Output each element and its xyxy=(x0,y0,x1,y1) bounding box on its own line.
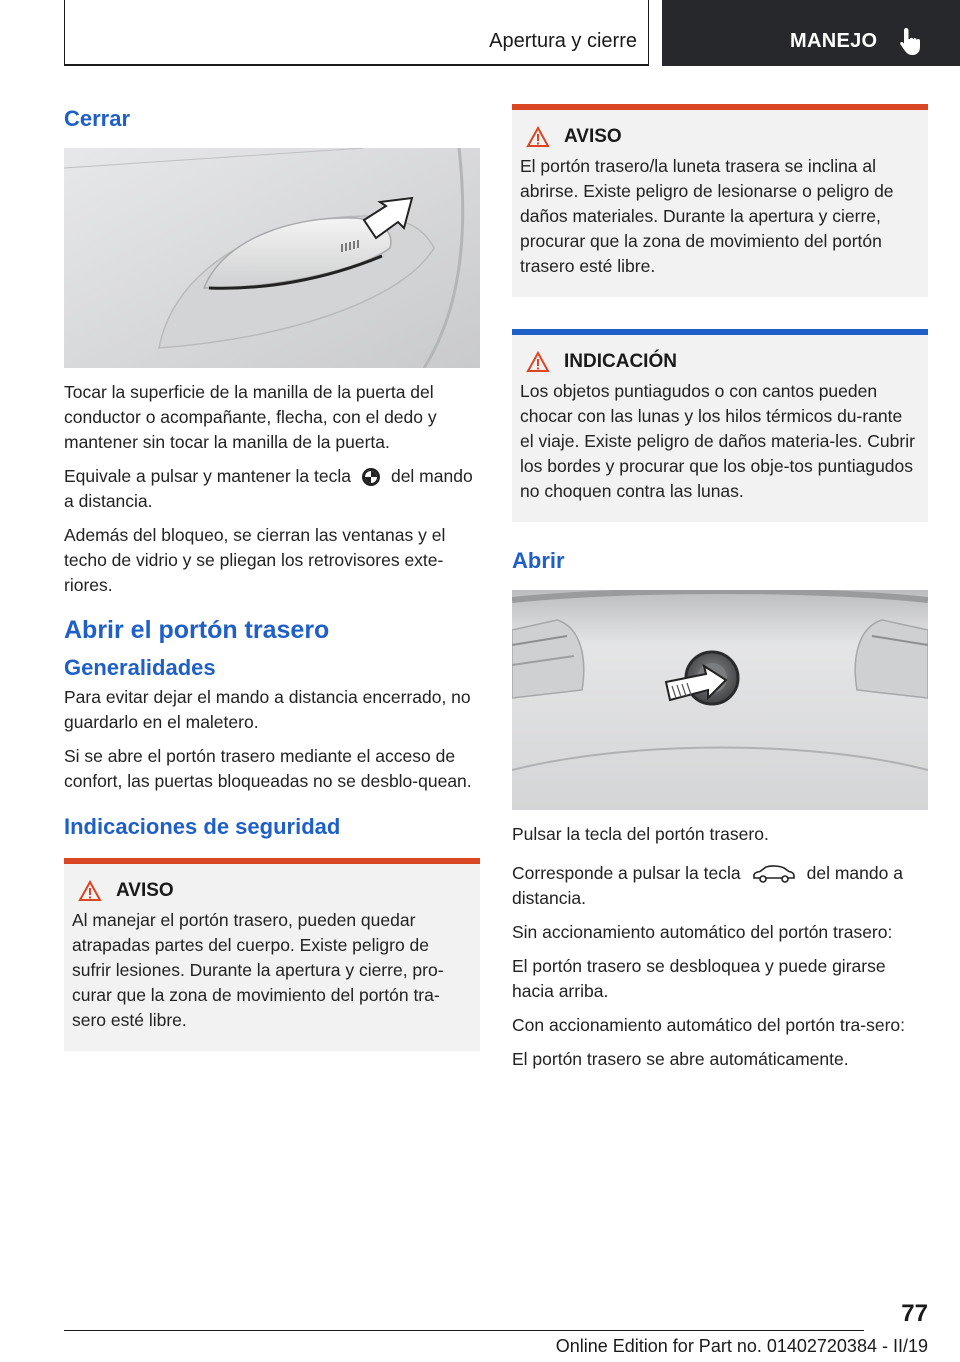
heading-seguridad: Indicaciones de seguridad xyxy=(64,814,341,839)
heading-generalidades: Generalidades xyxy=(64,655,216,680)
header-section-title: Apertura y cierre xyxy=(489,30,637,52)
paragraph-sin-accionamiento: Sin accionamiento automático del portón trasero: xyxy=(512,922,893,942)
car-tailgate-key-icon xyxy=(751,864,797,884)
bmw-lock-key-icon xyxy=(361,467,381,487)
warning-title-text: AVISO xyxy=(116,880,174,901)
info-box-indicacion xyxy=(512,329,928,522)
paragraph-evitar: Para evitar dejar el mando a distancia encerrado, no guardarlo en el maletero. xyxy=(64,687,471,732)
right-column xyxy=(512,104,928,1081)
hand-pointer-icon xyxy=(898,26,924,56)
header-chapter-label: MANEJO xyxy=(790,30,878,52)
header-chapter-tab xyxy=(662,0,960,66)
door-handle-illustration xyxy=(64,148,480,368)
caution-triangle-icon xyxy=(526,351,550,373)
paragraph-pulsar: Pulsar la tecla del portón trasero. xyxy=(512,824,769,844)
paragraph-acceso-confort: Si se abre el portón trasero mediante el acceso de confort, las puertas bloqueadas no se desblo-quean. xyxy=(64,746,472,791)
warning-text: Al manejar el portón trasero, pueden quedar atrapadas partes del cuerpo. Existe peligro de sufrir lesiones. Durante la apertura y cierre, pro-curar que la zona de movimiento del portón tra-sero esté libre. xyxy=(72,910,444,1030)
warning-triangle-icon xyxy=(526,126,550,148)
info-text: Los objetos puntiagudos o con cantos pueden chocar con las lunas y los hilos térmicos du-rante el viaje. Existe peligro de daños materia-les. Cubrir los bordes y procurar que los obje-tos puntiagudos no choquen contra las lunas. xyxy=(520,381,915,501)
paragraph-corresponde xyxy=(512,861,928,911)
info-title-text: INDICACIÓN xyxy=(564,351,677,372)
paragraph-tocar: Tocar la superficie de la manilla de la puerta del conductor o acompañante, flecha, con el dedo y mantener sin tocar la manilla de la puerta. xyxy=(64,382,437,452)
paragraph-equivale-start: Equivale a pulsar y mantener la tecla xyxy=(64,466,351,486)
paragraph-abre-auto: El portón trasero se abre automáticamente. xyxy=(512,1049,849,1069)
paragraph-equivale xyxy=(64,464,480,514)
warning-title-text: AVISO xyxy=(564,126,622,147)
warning-box-aviso-left xyxy=(64,858,480,1051)
page-number: 77 xyxy=(901,1300,928,1327)
paragraph-con-accionamiento: Con accionamiento automático del portón tra-sero: xyxy=(512,1015,905,1035)
tailgate-button-illustration xyxy=(512,590,928,810)
left-column xyxy=(64,96,480,1051)
paragraph-equivale-end: del mando a distancia. xyxy=(64,466,473,511)
heading-abrir: Abrir xyxy=(512,548,565,573)
warning-title xyxy=(72,880,472,902)
heading-abrir-porton: Abrir el portón trasero xyxy=(64,616,330,644)
footer-rule xyxy=(64,1330,864,1331)
heading-cerrar: Cerrar xyxy=(64,106,131,131)
header-rule xyxy=(64,64,649,66)
paragraph-corresponde-end: del mando a distancia. xyxy=(512,863,903,908)
footer-edition: Online Edition for Part no. 01402720384 - II/19 xyxy=(555,1336,928,1356)
info-title xyxy=(520,351,920,373)
paragraph-desbloquea: El portón trasero se desbloquea y puede girarse hacia arriba. xyxy=(512,956,886,1001)
warning-title xyxy=(520,126,920,148)
paragraph-ademas: Además del bloqueo, se cierran las ventanas y el techo de vidrio y se pliegan los retrovisores exte-riores. xyxy=(64,525,446,595)
paragraph-corresponde-start: Corresponde a pulsar la tecla xyxy=(512,863,741,883)
warning-triangle-icon xyxy=(78,880,102,902)
warning-box-aviso-right xyxy=(512,104,928,297)
warning-text: El portón trasero/la luneta trasera se inclina al abrirse. Existe peligro de lesionarse o peligro de daños materiales. Durante la apertura y cierre, procurar que la zona de movimiento del portón trasero esté libre. xyxy=(520,156,894,276)
header-divider xyxy=(648,0,649,66)
